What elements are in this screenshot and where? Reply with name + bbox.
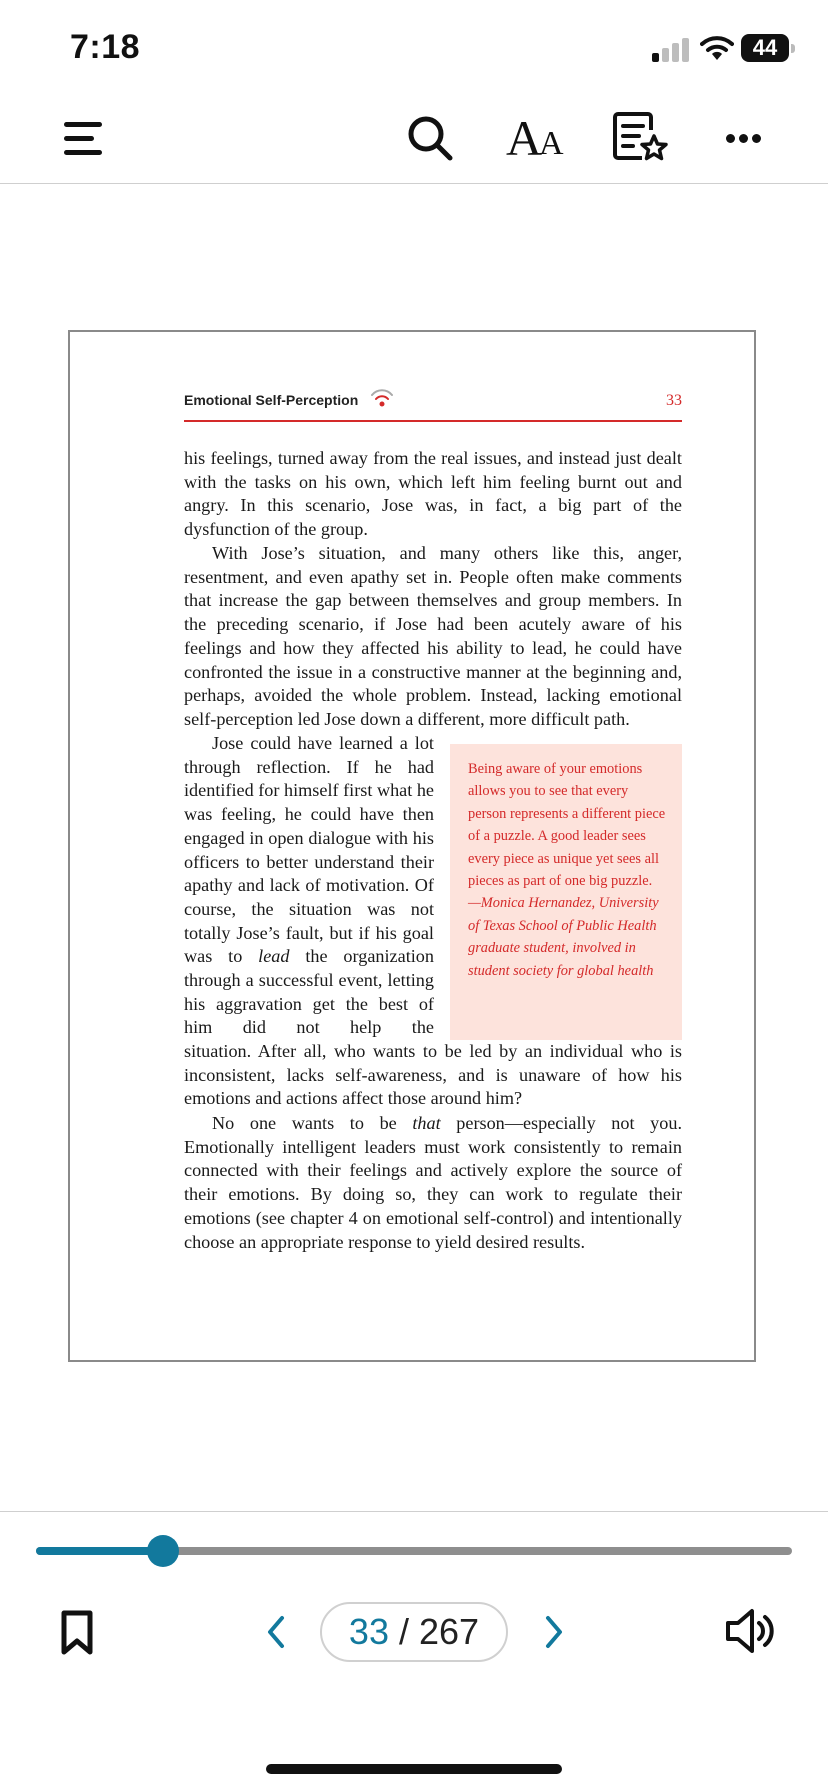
- cellular-signal-icon: [652, 38, 690, 62]
- wifi-icon: [700, 34, 734, 62]
- menu-icon[interactable]: [64, 122, 104, 156]
- battery-cap: [791, 44, 795, 53]
- paragraph-4-text-a: No one wants to be: [212, 1113, 413, 1133]
- more-options-icon[interactable]: [726, 134, 762, 144]
- notes-bookmarks-icon[interactable]: [612, 112, 668, 166]
- home-indicator: [266, 1764, 562, 1774]
- bookmark-icon[interactable]: [60, 1610, 94, 1656]
- search-icon[interactable]: [406, 114, 454, 162]
- progress-slider-fill: [36, 1547, 163, 1555]
- paragraph-3-text-b: the organization through a successful event, letting his aggravation get the best of him did not help the: [184, 946, 434, 1038]
- signal-waves-icon: [370, 386, 394, 408]
- page-indicator[interactable]: [320, 1602, 508, 1662]
- total-pages: 267: [418, 1611, 480, 1652]
- paragraph-3-emphasis: lead: [258, 946, 290, 967]
- next-page-icon[interactable]: [540, 1612, 568, 1652]
- battery-icon: 44: [741, 34, 789, 62]
- paragraph-1: his feelings, turned away from the real issues, and instead just dealt with the tasks on his own, which left him feeling burnt out and angry. In this scenario, Jose was, in fact, a big part of the dysfunction of the group.: [184, 448, 682, 540]
- previous-page-icon[interactable]: [262, 1612, 290, 1652]
- page-number-header: 33: [666, 392, 682, 409]
- paragraph-3-continued: situation. After all, who wants to be led by an individual who is inconsistent, lacks self-awareness, and is unaware of how his emotions and actions affect those around him?: [184, 1041, 682, 1109]
- status-time: 7:18: [70, 28, 141, 66]
- progress-slider-thumb[interactable]: [147, 1535, 179, 1567]
- font-size-icon[interactable]: [506, 112, 566, 164]
- current-page: 33: [348, 1611, 389, 1652]
- running-head: Emotional Self-Perception: [184, 392, 359, 408]
- paragraph-4-emphasis: that: [412, 1113, 441, 1133]
- header-rule: [184, 420, 682, 422]
- font-size-large-a: A: [506, 110, 543, 166]
- paragraph-4-text-b: person—especially not you. Emotionally intelligent leaders must work consistently to remain connected with their feelings and actively explore the source of their emotions. By doing so, they can work to regulate their emotions (see chapter 4 on emotional self-control) and intentionally choose an appropriate response to yield desired results.: [184, 1113, 682, 1252]
- toolbar-divider: [0, 183, 828, 184]
- paragraph-3-text-a: Jose could have learned a lot through reflection. If he had identified for himself first what he was feeling, he could have then engaged in open dialogue with his officers to better understand their apathy and lack of motivation. Of course, the situation was not totally Jose’s fault, but if his goal was to: [184, 733, 435, 967]
- read-aloud-speaker-icon[interactable]: [724, 1606, 778, 1656]
- pull-quote-text: Being aware of your emotions allows you to see that every person represents a different piece of a puzzle. A good leader sees every piece as unique yet sees all pieces as part of one big puzzle.: [468, 761, 666, 890]
- paragraph-2: With Jose’s situation, and many others like this, anger, resentment, and even apathy set in. People often make comments that increase the gap between themselves and group members. In the preceding scenario, if Jose had been acutely aware of his feelings and how they affected his ability to lead, he could have confronted the issue in a constructive manner at the beginning and, perhaps, avoided the whole problem. Instead, lacking emotional self-perception led Jose down a different, more difficult path.: [184, 543, 682, 729]
- pull-quote-box: [450, 744, 682, 1040]
- page-separator: /: [388, 1611, 419, 1652]
- pull-quote-attribution: —Monica Hernandez, University of Texas School of Public Health graduate student, involved in student society for global health: [468, 895, 659, 979]
- paragraph-4: [184, 1112, 682, 1254]
- font-size-small-a: A: [539, 125, 564, 162]
- bottom-divider: [0, 1511, 828, 1512]
- paragraph-3-wrapped: [184, 732, 434, 1040]
